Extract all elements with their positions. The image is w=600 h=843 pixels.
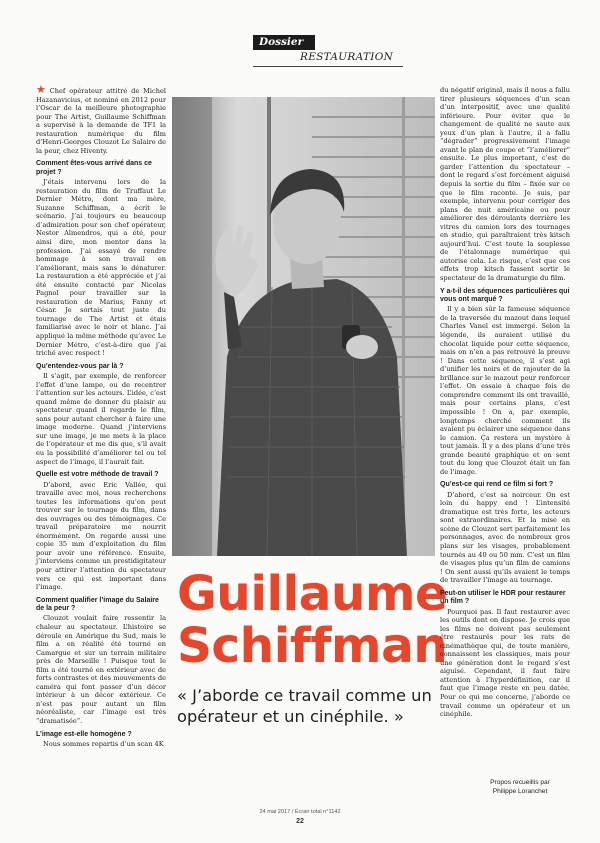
intro-paragraph: ★ Chef opérateur attitré de Michel Hazanavicius, et nominé en 2012 pour l’Oscar de la meilleure photographie pour The Artist, Guillaume Schiffman a supervisé à la demande de TF1 la restauration numérique du film d’Henri-Georges Clouzot Le Salaire de la peur, chez Hiventy. (36, 83, 166, 155)
continued-paragraph: du négatif original, mais il nous a fallu tirer plusieurs séquences d’un scan d’un interpositif, avec une qualité inférieure. Pour éviter que le changement de qualité ne saute aux yeux d’un plan à l’autre, il a fallu “dégrader” progressivement l’image avant le plan de coupe et “l’améliorer” ensuite. Le plus important, c’est de garder l’attention du spectateur – dont le regard s’est forcément aiguisé depuis la sortie du film – fixée sur ce que le film raconte. Je suis, par exemple, intervenu pour corriger des plans de nuit américaine ou pour améliorer des déroulants derrière les vitres du camion lors des tournages en studio, qui paraîtraient très kitsch aujourd’hui. C’est toute la souplesse de l’étalonnage numérique qui autorise cela. Le risque, c’est que ces effets trop kitsch fassent sortir le spectateur de la dramaturgie du film. (440, 86, 570, 283)
credit-line-1: Propos recueillis par (490, 779, 550, 786)
name-line-2: Schiffman (177, 618, 448, 674)
author-credit (470, 778, 570, 796)
issue-date: 24 mai 2017 / Écran total n°1142 (259, 809, 341, 815)
question-heading: Qu’entendez-vous par là ? (36, 362, 124, 370)
section-title: RESTAURATION (300, 51, 394, 63)
answer-paragraph: Pourquoi pas. Il faut restaurer avec les outils dont on dispose. Je crois que les films ne doivent pas seulement être restaurés pour les rats de cinémathèque qui, de toute manière, connaissent les classiques, mais pour une génération dont le regard s’est aiguisé. Cependant, il faut faire attention à l’hyperdéfinition, car il faut que l’image reste en peu datée. Pour ce qui me concerne, j’aborde ce travail comme un opérateur et un cinéphile. (440, 607, 570, 719)
question-heading: Quelle est votre méthode de travail ? (36, 471, 159, 479)
credit-line-2: Philippe Loranchet (492, 788, 548, 795)
answer-paragraph: Il y a bien sûr la fameuse séquence de la traversée du mazout dans lequel Charles Vanel est immergé. Selon la légende, ils auraient utilisé du chocolat liquide pour cette séquence, mais on n’en a pas retrouvé la preuve ! Dans cette séquence, il s’est agi d’unifier les noirs et de rajouter de la brillance sur le mazout pour renforcer l’effet. On essaie à chaque fois de comprendre comment ils ont travaillé, mais pour certains plans, c’est impossible ! On a, par exemple, longtemps cherché comment ils avaient pu éclairer une séquence dans le camion. Ça restera un mystère à tout jamais. Il y a des plans d’une très grande beauté graphique et on sent tout du long que Clouzot était un fan de l’image. (440, 305, 570, 476)
dossier-tag: Dossier (253, 35, 315, 50)
answer-paragraph: J’étais intervenu lors de la restauration du film de Truffaut Le Dernier Métro, dont ma mère, Suzanne Schiffman, a écrit le scénario. J’ai toujours eu beaucoup d’admiration pour son chef opérateur, Nestor Almendros, qui a été, pour ainsi dire, mon mentor dans la profession. J’ai essayé de rendre hommage à son travail en l’améliorant, mais sans le dénaturer. La restauration a été appréciée et j’ai été ensuite contacté par Nicolas Pagnol pour travailler sur la restauration de Marius, Fanny et César. Je sortais tout juste du tournage de The Artist et étais familiarisé avec le noir et blanc. J’ai appliqué la même méthode qu’avec Le Dernier Métro, c’est-à-dire que j’ai triché avec respect ! (36, 178, 166, 358)
answer-paragraph: Il s’agit, par exemple, de renforcer l’effet d’une lampe, ou de recentrer l’attention sur les acteurs. L’idée, c’est quand même de donner du plaisir au spectateur quand il regarde le film, sans pour autant chercher à faire une image moderne. Quand j’interviens sur une image, je me mets à la place de l’opérateur et me dis que, s’il avait eu la possibilité d’améliorer tel ou tel aspect de l’image, il l’aurait fait. (36, 372, 166, 466)
answer-paragraph: Nous sommes repartis d’un scan 4K (43, 739, 164, 748)
question-heading: Qu’est-ce qui rend ce film si fort ? (440, 481, 554, 489)
portrait-illustration (172, 97, 435, 556)
question-heading: Peut-on utiliser le HDR pour restaurer un film ? (440, 589, 566, 606)
article-column-left (36, 83, 166, 748)
answer-paragraph: Clouzot voulait faire ressentir la chaleur au spectateur. L’histoire se déroule en Amérique du Sud, mais le film a en réalité été tourné en Camargue et sur un terrain militaire près de Marseille ! Puisque tout le film a été tourné en extérieur avec de forts contrastes et des mouvements de caméra qui font passer d’un décor intérieur à un décor extérieur. Ce n’est pas pour autant un film néoréaliste, car l’image est très “dramatisée”. (36, 614, 166, 725)
question-heading: L’image est-elle homogène ? (36, 730, 132, 738)
header-rule (253, 66, 403, 67)
interviewee-name (177, 566, 448, 674)
pull-quote: « J’aborde ce travail comme un opérateur et un cinéphile. » (177, 686, 432, 726)
question-heading: Comment qualifier l’image du Salaire de la peur ? (36, 596, 159, 613)
question-heading: Comment êtes-vous arrivé dans ce projet ? (36, 160, 152, 176)
star-icon: ★ (36, 83, 48, 96)
article-column-right (440, 86, 570, 719)
page-number: 22 (296, 818, 304, 825)
answer-paragraph: D’abord, avec Eric Vallée, qui travaille avec moi, nous recherchons toutes les informations qu’on peut trouver sur le tournage du film, dans des ouvrages ou des témoignages. Ce travail préparatoire me nourrit énormément. On regarde aussi une copie 35 mm d’exploitation du film pour avoir une référence. Ensuite, j’interviens comme un prestidigitateur pour attirer l’attention du spectateur vers ce qui est important dans l’image. (36, 480, 166, 592)
question-heading: Y a-t-il des séquences particulières qui vous ont marqué ? (440, 287, 570, 303)
portrait-photo (172, 97, 435, 556)
answer-paragraph: D’abord, c’est sa noirceur. On est loin du happy end ! L’intensité dramatique est très forte, les acteurs sont extraordinaires. Et la mise en scène de Clouzot sert parfaitement les personnages, avec de nombreux gros plans sur les visages, probablement tournés au 40 ou 50 mm. C’est un film de visages plus qu’un film de camions ! On sent aussi qu’ils avaient le temps de travailler l’image au tournage. (440, 490, 570, 585)
name-line-1: Guillaume (177, 566, 448, 622)
